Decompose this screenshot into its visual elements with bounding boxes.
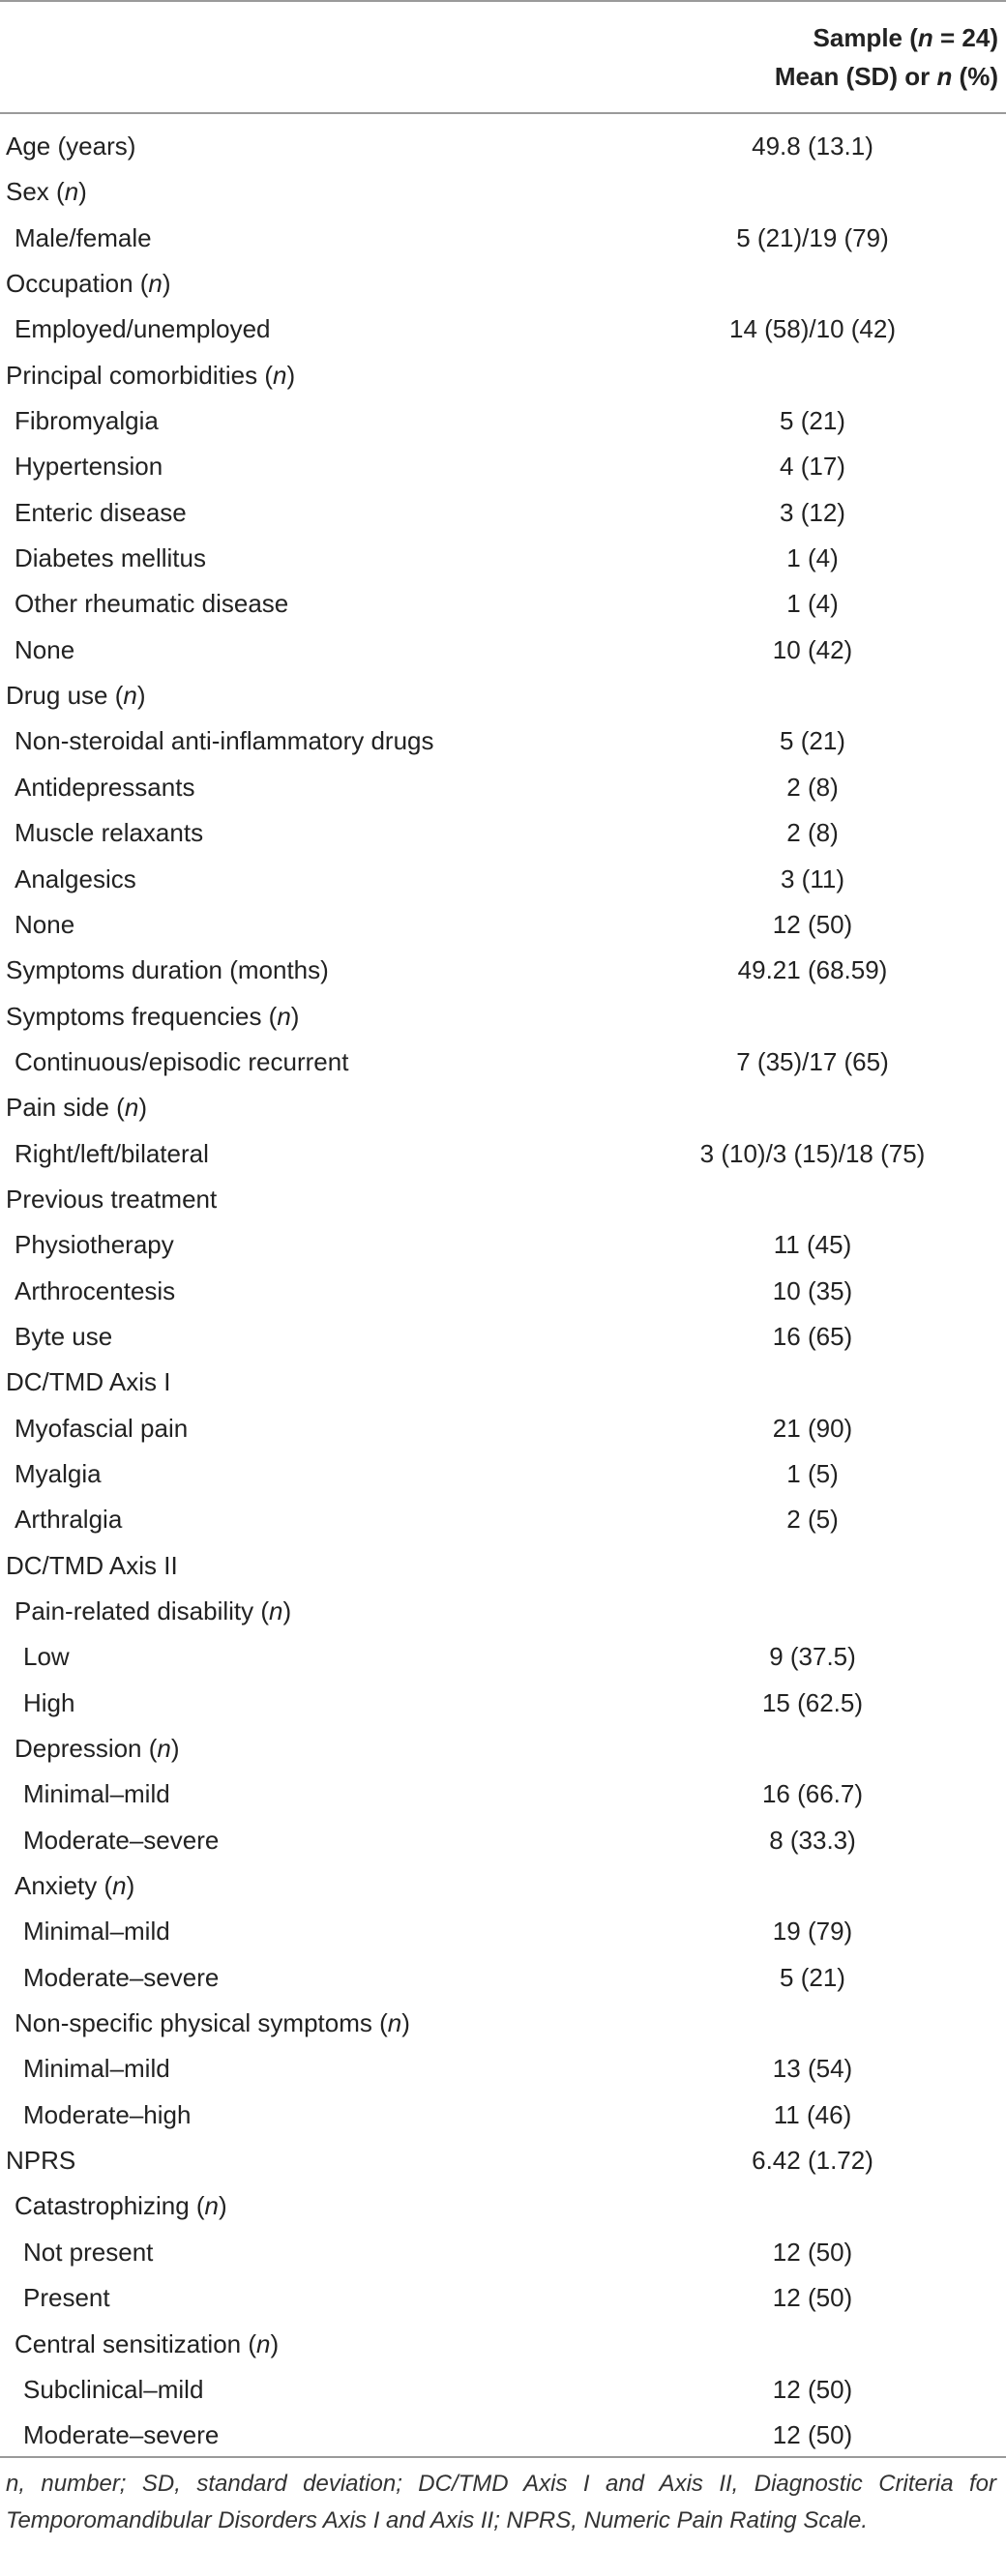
row-value: 2 (8)	[786, 818, 839, 848]
row-label: Employed/unemployed	[15, 314, 271, 344]
table-row	[0, 1818, 1006, 1863]
table-row	[0, 1269, 1006, 1314]
table-row	[0, 1451, 1006, 1497]
row-value: 49.8 (13.1)	[752, 132, 873, 161]
table-row	[0, 1177, 1006, 1222]
row-label: Pain side (n)	[6, 1093, 147, 1123]
table-row	[0, 261, 1006, 307]
row-label: Occupation (n)	[6, 269, 171, 299]
table-row	[0, 1726, 1006, 1771]
table-row	[0, 1634, 1006, 1680]
row-label: Antidepressants	[15, 772, 195, 802]
table-row	[0, 1543, 1006, 1589]
table-row	[0, 1863, 1006, 1909]
row-value: 12 (50)	[772, 2420, 853, 2450]
row-label: Moderate–severe	[23, 2420, 220, 2450]
row-label: Fibromyalgia	[15, 406, 159, 436]
row-value: 8 (33.3)	[769, 1825, 856, 1855]
row-value: 12 (50)	[772, 2237, 853, 2267]
row-label: Symptoms frequencies (n)	[6, 1001, 300, 1031]
table-row	[0, 216, 1006, 261]
row-label: Symptoms duration (months)	[6, 955, 329, 985]
table-row	[0, 581, 1006, 627]
table-row	[0, 2322, 1006, 2367]
table-row	[0, 1497, 1006, 1542]
row-label: Not present	[23, 2237, 154, 2267]
header-statistic: Mean (SD) or n (%)	[774, 62, 998, 91]
row-value: 12 (50)	[772, 2283, 853, 2313]
row-label: Minimal–mild	[23, 2054, 170, 2084]
row-label: Moderate–high	[23, 2099, 192, 2129]
row-label: Non-steroidal anti-inflammatory drugs	[15, 726, 434, 756]
table-row	[0, 444, 1006, 489]
table-row	[0, 765, 1006, 810]
row-label: Physiotherapy	[15, 1230, 174, 1260]
table-row	[0, 1131, 1006, 1177]
table-row	[0, 353, 1006, 398]
row-label: Anxiety (n)	[15, 1871, 135, 1901]
row-value: 10 (42)	[772, 634, 853, 664]
row-label: Catastrophizing (n)	[15, 2191, 227, 2221]
row-value: 2 (8)	[786, 772, 839, 802]
row-label: NPRS	[6, 2146, 76, 2176]
row-value: 11 (46)	[773, 2099, 852, 2129]
table-row	[0, 124, 1006, 169]
table-row	[0, 1406, 1006, 1451]
row-label: Diabetes mellitus	[15, 543, 206, 573]
row-label: Low	[23, 1642, 70, 1672]
table-row	[0, 2046, 1006, 2092]
row-label: Myalgia	[15, 1458, 102, 1488]
row-label: Byte use	[15, 1321, 113, 1351]
table-row	[0, 1589, 1006, 1634]
table-row	[0, 1360, 1006, 1405]
row-label: None	[15, 634, 75, 664]
table-row	[0, 1085, 1006, 1130]
row-label: Depression (n)	[15, 1734, 180, 1764]
row-value: 3 (11)	[781, 864, 844, 893]
row-label: Moderate–severe	[23, 1962, 220, 1992]
table-row	[0, 1039, 1006, 1085]
table-row	[0, 902, 1006, 948]
table-row	[0, 1314, 1006, 1360]
row-value: 49.21 (68.59)	[737, 955, 888, 985]
table-row	[0, 2275, 1006, 2321]
table-row	[0, 857, 1006, 902]
row-label: Male/female	[15, 222, 152, 252]
row-label: Sex (n)	[6, 177, 87, 207]
row-label: Central sensitization (n)	[15, 2328, 280, 2358]
row-label: Pain-related disability (n)	[15, 1596, 292, 1625]
header-rule	[0, 112, 1006, 114]
table-row	[0, 1681, 1006, 1726]
table-row	[0, 2138, 1006, 2183]
row-label: Analgesics	[15, 864, 136, 893]
table-footnote: n, number; SD, standard deviation; DC/TMD Axis I and Axis II, Diagnostic Criteria for Temporomandibular Disorders Axis I and Axis II; NPRS, Numeric Pain Rating Scale.	[6, 2471, 996, 2533]
row-label: Present	[23, 2283, 110, 2313]
row-label: Enteric disease	[15, 497, 187, 527]
table-row	[0, 810, 1006, 856]
table-row	[0, 398, 1006, 444]
row-label: DC/TMD Axis I	[6, 1367, 171, 1397]
row-label: None	[15, 909, 75, 939]
row-value: 1 (5)	[786, 1458, 839, 1488]
table-row	[0, 536, 1006, 581]
row-label: Subclinical–mild	[23, 2374, 204, 2404]
row-label: Age (years)	[6, 132, 136, 161]
row-value: 11 (45)	[773, 1230, 852, 1260]
row-label: Minimal–mild	[23, 1917, 170, 1947]
table-row	[0, 2093, 1006, 2138]
table-row	[0, 2413, 1006, 2458]
row-label: Drug use (n)	[6, 681, 146, 711]
row-label: Minimal–mild	[23, 1779, 170, 1809]
row-label: Muscle relaxants	[15, 818, 204, 848]
row-value: 3 (10)/3 (15)/18 (75)	[699, 1138, 926, 1168]
row-label: Arthrocentesis	[15, 1275, 176, 1305]
row-value: 4 (17)	[780, 452, 845, 482]
row-label: DC/TMD Axis II	[6, 1550, 178, 1580]
table-header	[0, 0, 1006, 114]
header-sample-size: Sample (n = 24)	[813, 23, 998, 52]
table-row	[0, 673, 1006, 718]
row-value: 10 (35)	[772, 1275, 853, 1305]
row-label: Principal comorbidities (n)	[6, 360, 296, 390]
row-label: Myofascial pain	[15, 1413, 189, 1443]
row-label: Previous treatment	[6, 1184, 218, 1214]
row-value: 6.42 (1.72)	[752, 2146, 873, 2176]
table-body	[0, 124, 1006, 2459]
table-row	[0, 169, 1006, 215]
row-value: 12 (50)	[772, 2374, 853, 2404]
table-row	[0, 307, 1006, 352]
row-label: Other rheumatic disease	[15, 589, 289, 619]
row-label: Non-specific physical symptoms (n)	[15, 2008, 410, 2038]
row-label: Moderate–severe	[23, 1825, 220, 1855]
row-label: Hypertension	[15, 452, 163, 482]
row-value: 5 (21)	[780, 1962, 845, 1992]
row-value: 7 (35)/17 (65)	[736, 1046, 889, 1076]
row-value: 2 (5)	[786, 1505, 839, 1535]
row-value: 15 (62.5)	[761, 1687, 864, 1717]
row-value: 12 (50)	[772, 909, 853, 939]
row-label: Arthralgia	[15, 1505, 123, 1535]
row-label: Continuous/episodic recurrent	[15, 1046, 349, 1076]
bottom-rule	[0, 2456, 1006, 2458]
row-value: 5 (21)	[780, 726, 845, 756]
table-row	[0, 2001, 1006, 2046]
table-row	[0, 948, 1006, 993]
row-value: 13 (54)	[772, 2054, 853, 2084]
row-value: 14 (58)/10 (42)	[729, 314, 896, 344]
table-row	[0, 2183, 1006, 2229]
table-row	[0, 2230, 1006, 2275]
table-row	[0, 1909, 1006, 1954]
row-value: 5 (21)	[780, 406, 845, 436]
row-value: 16 (65)	[772, 1321, 853, 1351]
table-row	[0, 2367, 1006, 2413]
table-row	[0, 1955, 1006, 2001]
table-row	[0, 490, 1006, 536]
row-value: 19 (79)	[772, 1917, 853, 1947]
row-value: 21 (90)	[772, 1413, 853, 1443]
table-row	[0, 1222, 1006, 1268]
row-value: 5 (21)/19 (79)	[736, 222, 889, 252]
row-value: 9 (37.5)	[769, 1642, 856, 1672]
table-row	[0, 1771, 1006, 1817]
row-label: Right/left/bilateral	[15, 1138, 209, 1168]
row-value: 16 (66.7)	[761, 1779, 864, 1809]
table-row	[0, 628, 1006, 673]
row-value: 1 (4)	[786, 543, 839, 573]
row-value: 1 (4)	[786, 589, 839, 619]
row-label: High	[23, 1687, 75, 1717]
table-row	[0, 994, 1006, 1039]
table-row	[0, 718, 1006, 764]
row-value: 3 (12)	[780, 497, 845, 527]
